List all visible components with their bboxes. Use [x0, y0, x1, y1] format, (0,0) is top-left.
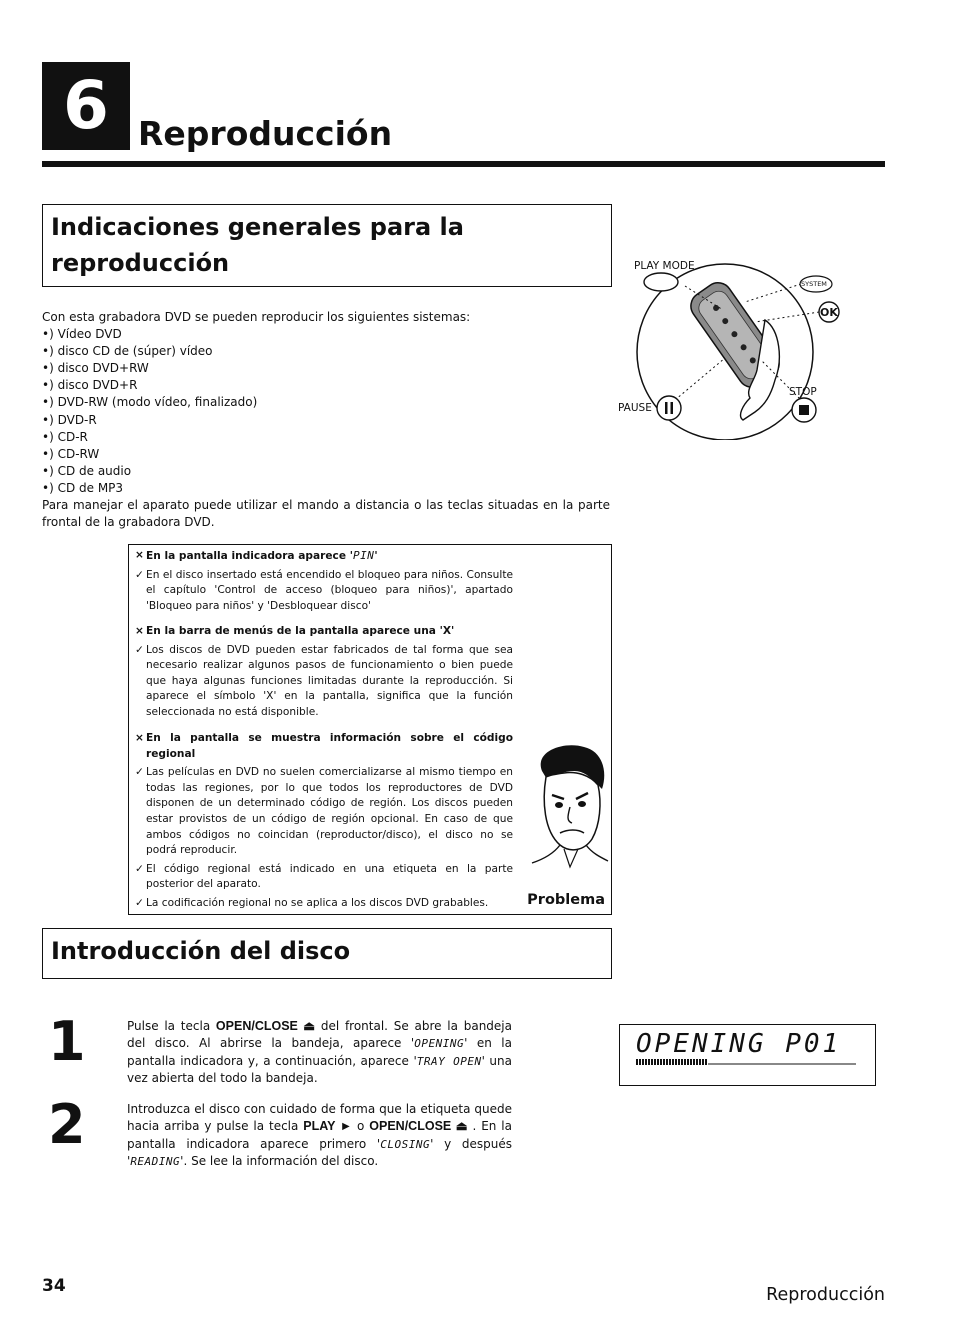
step-text-part: ' y después '	[127, 1136, 512, 1169]
intro-sentence: Con esta grabadora DVD se pueden reproducir los siguientes sistemas:	[42, 310, 471, 324]
play-mode-label: PLAY MODE	[634, 260, 695, 272]
system-item: •) DVD-RW (modo vídeo, finalizado)	[42, 395, 258, 410]
worried-face-icon	[524, 741, 609, 881]
system-label: SYSTEM	[801, 280, 827, 288]
system-item: •) CD de MP3	[42, 480, 124, 495]
remote-illustration	[615, 240, 855, 440]
solution-text: El código regional está indicado en una etiqueta en la parte posterior del aparato.	[146, 862, 513, 891]
solution	[135, 896, 513, 912]
check-icon: ✓	[135, 766, 144, 779]
solution-text: Los discos de DVD pueden estar fabricados de tal forma que sea necesario realizar algunos pasos de funcionamiento o bien puede que haya algunas funciones limitadas durante la reproducción. Si aparece el símbolo 'X' en la pantalla, significa que la función seleccionada no está disponible.	[146, 643, 513, 718]
step-text-part: . En la pantalla indicadora aparece primero '	[127, 1119, 512, 1151]
step-number: 1	[48, 1010, 86, 1073]
play-key: PLAY ►	[303, 1119, 353, 1134]
step-text-part: ' en la pantalla indicadora y, a continuación, aparece '	[127, 1036, 512, 1068]
chapter-title: Reproducción	[138, 114, 393, 153]
problem-heading-text: En la pantalla se muestra información sobre el código regional	[146, 732, 513, 760]
system-item: •) Vídeo DVD	[42, 327, 122, 342]
solution	[135, 568, 513, 615]
chapter-number-box: 6	[42, 62, 130, 150]
problem-heading-text: En la pantalla indicadora aparece '	[146, 550, 353, 562]
solution-text: Las películas en DVD no suelen comercializarse al mismo tiempo en todas las regiones, por lo que todos los reproductores de DVD disponen de un determinado código de región. Los discos pueden estar provistos de un código de región opcional. En caso de que ambos códigos no coincidan (reproductor/disco), el disco no se podrá reproducir.	[146, 766, 513, 857]
problem-heading	[135, 548, 513, 565]
problem-entry	[135, 624, 513, 721]
system-item: •) CD de audio	[42, 463, 132, 478]
page-number: 34	[42, 1276, 66, 1296]
problem-heading-text: En la barra de menús de la pantalla aparece una 'X'	[146, 625, 455, 637]
solution	[135, 765, 513, 859]
check-icon: ✓	[135, 862, 144, 875]
step-text-part: ' una vez abierta del todo la bandeja.	[127, 1053, 512, 1086]
chapter-rule	[42, 161, 885, 167]
ok-label: OK	[820, 306, 838, 319]
system-item: •) DVD-R	[42, 412, 97, 427]
step-text-part: Introduzca el disco con cuidado de forma que la etiqueta quede hacia arriba y pulse la tecla	[127, 1102, 512, 1134]
problem-heading-text: '	[374, 550, 378, 562]
step-text-part: '. Se lee la información del disco.	[180, 1154, 379, 1169]
system-item: •) disco DVD+RW	[42, 361, 149, 376]
step-text-part: Pulse la tecla	[127, 1019, 216, 1033]
cross-icon: ×	[135, 732, 144, 744]
section-title-general	[42, 204, 612, 287]
step-text-part: o	[352, 1119, 370, 1134]
system-item: •) disco DVD+R	[42, 378, 138, 393]
display-text: OPENING P01	[636, 1029, 842, 1059]
cross-icon: ×	[135, 549, 144, 561]
problem-heading	[135, 731, 513, 762]
footer-title: Reproducción	[766, 1285, 885, 1305]
step-number: 2	[48, 1093, 86, 1156]
pause-label: PAUSE	[618, 402, 652, 414]
outro-sentence: Para manejar el aparato puede utilizar el mando a distancia o las teclas situadas en la parte frontal de la grabadora DVD.	[42, 498, 610, 530]
problem-box	[128, 544, 612, 915]
stop-label: STOP	[789, 386, 817, 398]
lcd-text: CLOSING	[380, 1137, 431, 1151]
display-segment-bar	[636, 1059, 856, 1066]
problem-heading	[135, 624, 513, 640]
lcd-text: TRAY OPEN	[416, 1054, 482, 1068]
step-text-part: del frontal. Se abre la bandeja del disco. Al abrirse la bandeja, aparece '	[127, 1019, 512, 1051]
lcd-text: READING	[130, 1155, 181, 1169]
open-close-key: OPEN/CLOSE ⏏	[215, 1019, 316, 1033]
problem-label: Problema	[527, 892, 605, 908]
problem-entry	[135, 548, 513, 614]
solution	[135, 862, 513, 893]
intro-text	[42, 309, 610, 531]
open-close-key: OPEN/CLOSE ⏏	[369, 1119, 468, 1134]
section-title-text: Introducción del disco	[51, 937, 351, 965]
section-title-line1: Indicaciones generales para la	[51, 213, 464, 241]
solution-text: En el disco insertado está encendido el bloqueo para niños. Consulte el capítulo 'Control de acceso (bloqueo para niños)', apartado 'Bloqueo para niños' y 'Desbloquear disco'	[146, 568, 513, 612]
play-mode-button-shape	[644, 273, 678, 291]
step-text	[127, 1018, 512, 1088]
section-title-disc	[42, 928, 612, 979]
check-icon: ✓	[135, 568, 144, 581]
section-title-line2: reproducción	[51, 249, 230, 277]
solution	[135, 643, 513, 721]
lcd-text: OPENING	[414, 1037, 465, 1051]
system-item: •) disco CD de (súper) vídeo	[42, 344, 213, 359]
solution-text: La codificación regional no se aplica a los discos DVD grabables.	[146, 896, 489, 909]
system-item: •) CD-R	[42, 429, 88, 444]
cross-icon: ×	[135, 625, 144, 637]
check-icon: ✓	[135, 643, 144, 656]
lcd-text: PIN	[352, 549, 375, 562]
problem-entry	[135, 731, 513, 912]
step-text	[127, 1101, 512, 1171]
system-item: •) CD-RW	[42, 446, 100, 461]
front-display	[619, 1024, 876, 1086]
check-icon: ✓	[135, 896, 144, 909]
